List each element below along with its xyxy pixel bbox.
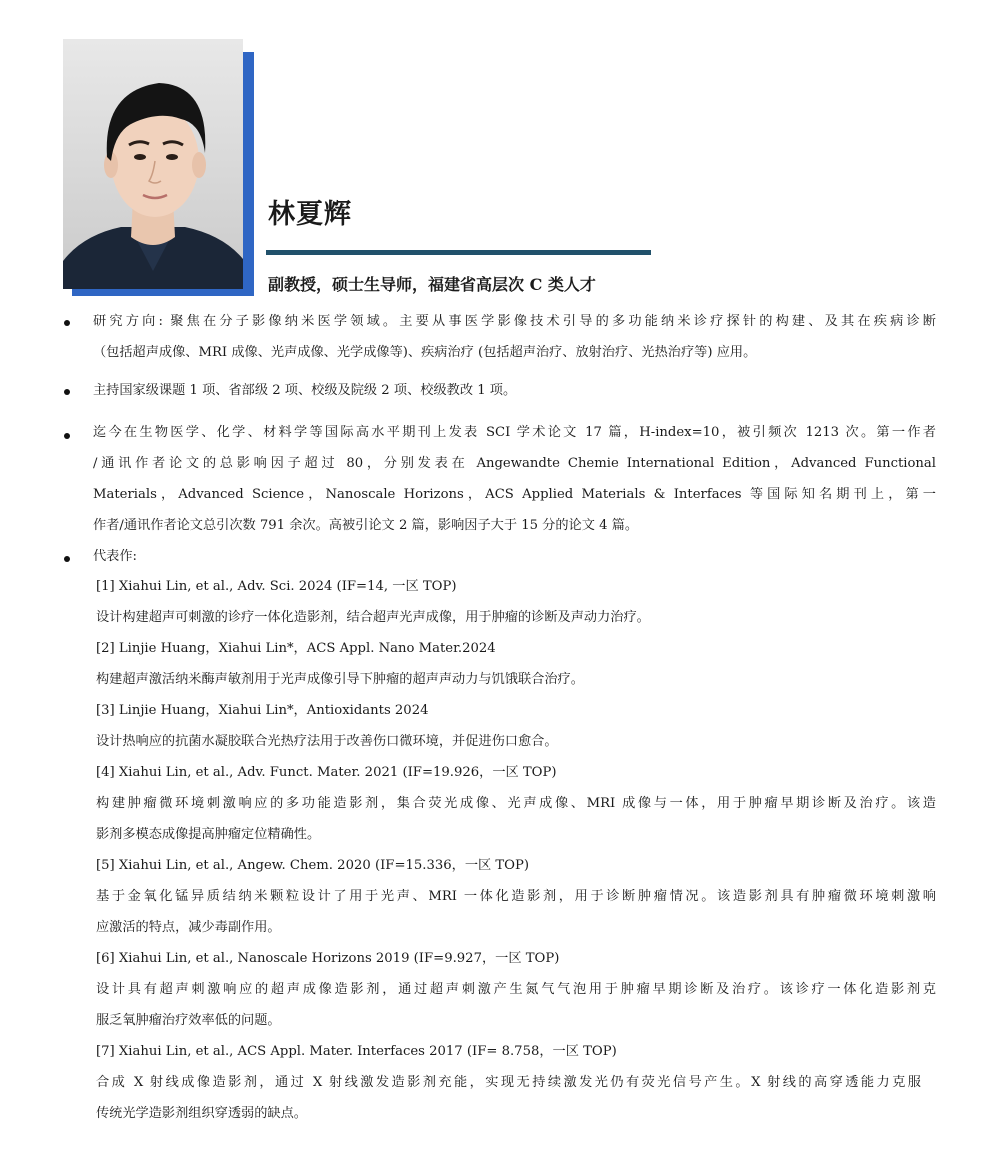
- person-title: 副教授，硕士生导师，福建省高层次 C 类人才: [268, 275, 596, 294]
- bullet-projects: [64, 389, 70, 395]
- work-citation: [4] Xiahui Lin, et al., Adv. Funct. Mater. 2021 (IF=19.926，一区 TOP): [96, 765, 557, 780]
- work-citation: [6] Xiahui Lin, et al., Nanoscale Horizons 2019 (IF=9.927，一区 TOP): [96, 951, 560, 966]
- work-summary: 影剂多模态成像提高肿瘤定位精确性。: [96, 827, 321, 842]
- bullet-works: [64, 556, 70, 562]
- publications-line: /通讯作者论文的总影响因子超过 80，分别发表在 Angewandte Chemie International Edition，Advanced Functional: [93, 456, 936, 471]
- work-summary: 服乏氧肿瘤治疗效率低的问题。: [96, 1013, 281, 1028]
- bullet-research: [64, 320, 70, 326]
- publications-line: Materials，Advanced Science，Nanoscale Horizons，ACS Applied Materials & Interfaces 等国际知名期刊上，第一: [93, 487, 936, 502]
- work-citation: [2] Linjie Huang，Xiahui Lin*，ACS Appl. Nano Mater.2024: [96, 641, 496, 656]
- work-citation: [3] Linjie Huang，Xiahui Lin*，Antioxidants 2024: [96, 703, 429, 718]
- bullet-publications: [64, 433, 70, 439]
- work-summary: 基于金氧化锰异质结纳米颗粒设计了用于光声、MRI 一体化造影剂，用于诊断肿瘤情况。该造影剂具有肿瘤微环境刺激响: [96, 889, 936, 904]
- work-summary: 构建肿瘤微环境刺激响应的多功能造影剂，集合荧光成像、光声成像、MRI 成像与一体，用于肿瘤早期诊断及治疗。该造: [96, 796, 936, 811]
- work-citation: [7] Xiahui Lin, et al., ACS Appl. Mater. Interfaces 2017 (IF= 8.758，一区 TOP): [96, 1044, 617, 1059]
- works-label: 代表作:: [93, 549, 138, 564]
- research-line: 研究方向: 聚焦在分子影像纳米医学领域。主要从事医学影像技术引导的多功能纳米诊疗探针的构建、及其在疾病诊断: [93, 314, 936, 329]
- work-summary: 设计构建超声可刺激的诊疗一体化造影剂，结合超声光声成像，用于肿瘤的诊断及声动力治疗。: [96, 610, 650, 625]
- publications-line: 作者/通讯作者论文总引次数 791 余次。高被引论文 2 篇，影响因子大于 15 分的论文 4 篇。: [93, 518, 639, 533]
- research-line: （包括超声成像、MRI 成像、光声成像、光学成像等)、疾病治疗 (包括超声治疗、放射治疗、光热治疗等) 应用。: [93, 345, 757, 360]
- publications-line: 迄今在生物医学、化学、材料学等国际高水平期刊上发表 SCI 学术论文 17 篇，H-index=10，被引频次 1213 次。第一作者: [93, 425, 936, 440]
- person-name: 林夏辉: [268, 199, 352, 230]
- work-citation: [1] Xiahui Lin, et al., Adv. Sci. 2024 (IF=14, 一区 TOP): [96, 579, 457, 594]
- work-summary: 传统光学造影剂组织穿透弱的缺点。: [96, 1106, 307, 1121]
- work-summary: 应激活的特点，减少毒副作用。: [96, 920, 281, 935]
- work-citation: [5] Xiahui Lin, et al., Angew. Chem. 2020 (IF=15.336，一区 TOP): [96, 858, 530, 873]
- work-summary: 设计热响应的抗菌水凝胶联合光热疗法用于改善伤口微环境，并促进伤口愈合。: [96, 734, 558, 749]
- name-divider: [266, 250, 651, 255]
- portrait-photo: [63, 39, 243, 289]
- projects-line: 主持国家级课题 1 项、省部级 2 项、校级及院级 2 项、校级教改 1 项。: [93, 383, 517, 398]
- work-summary: 构建超声激活纳米酶声敏剂用于光声成像引导下肿瘤的超声声动力与饥饿联合治疗。: [96, 672, 584, 687]
- work-summary: 合成 X 射线成像造影剂，通过 X 射线激发造影剂充能，实现无持续激发光仍有荧光信号产生。X 射线的高穿透能力克服: [96, 1075, 921, 1090]
- work-summary: 设计具有超声刺激响应的超声成像造影剂，通过超声刺激产生氮气气泡用于肿瘤早期诊断及治疗。该诊疗一体化造影剂克: [96, 982, 936, 997]
